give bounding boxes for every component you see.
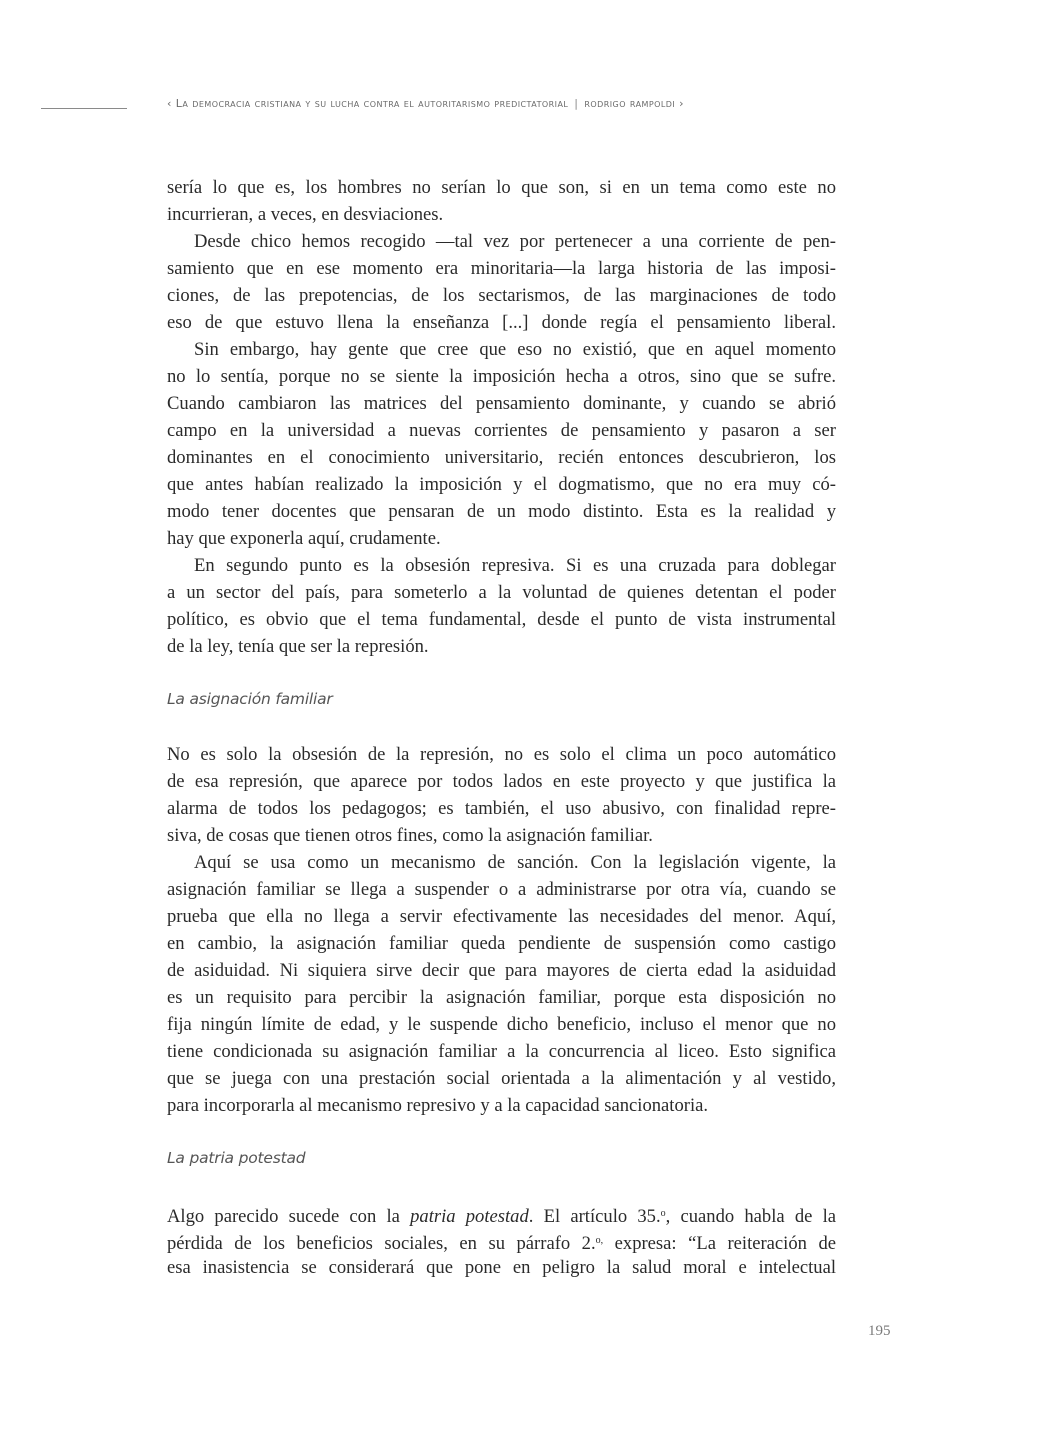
text-run: . El artículo 35. xyxy=(528,1206,661,1227)
text-line: incurrieran, a veces, en desviaciones. xyxy=(167,204,444,225)
running-header-title: ‹ La democracia cristiana y su lucha contra el autoritarismo predictatorial xyxy=(167,97,569,110)
text-run: expresa: “La reiteración de xyxy=(603,1233,836,1254)
text-line xyxy=(167,1227,836,1254)
text-line: político, es obvio que el tema fundamental, desde el punto de vista instrumental xyxy=(167,609,836,630)
text-line: de asiduidad. Ni siquiera sirve decir que para mayores de cierta edad la asiduidad xyxy=(167,960,836,981)
text-line: fija ningún límite de edad, y le suspende dicho beneficio, incluso el menor que no xyxy=(167,1014,836,1035)
running-header xyxy=(167,97,847,110)
text-line: es un requisito para percibir la asignación familiar, porque esta disposición no xyxy=(167,987,836,1008)
text-line: dominantes en el conocimiento universitario, recién entonces descubrieron, los xyxy=(167,447,836,468)
text-line: a un sector del país, para someterlo a la voluntad de quienes detentan el poder xyxy=(167,582,836,603)
text-line: que se juega con una prestación social orientada a la alimentación y al vestido, xyxy=(167,1068,836,1089)
text-line xyxy=(167,1200,836,1227)
text-line: Aquí se usa como un mecanismo de sanción. Con la legislación vigente, la xyxy=(194,852,836,873)
running-header-separator: | xyxy=(574,97,579,110)
text-line: en cambio, la asignación familiar queda pendiente de suspensión como castigo xyxy=(167,933,836,954)
text-line: sería lo que es, los hombres no serían lo que son, si en un tema como este no xyxy=(167,177,836,198)
running-header-author: rodrigo rampoldi › xyxy=(584,97,684,110)
text-line: modo tener docentes que pensaran de un modo distinto. Esta es la realidad y xyxy=(167,501,836,522)
emphasis: patria potestad xyxy=(410,1206,529,1227)
text-line: para incorporarla al mecanismo represivo y a la capacidad sancionatoria. xyxy=(167,1095,709,1116)
text-line: prueba que ella no llega a servir efectivamente las necesidades del menor. Aquí, xyxy=(167,906,836,927)
text-line: eso de que estuvo llena la enseñanza [...] donde regía el pensamiento liberal. xyxy=(167,312,836,333)
text-line: siva, de cosas que tienen otros fines, como la asignación familiar. xyxy=(167,825,653,846)
text-line: no lo sentía, porque no se siente la imposición hecha a otros, sino que se sufre. xyxy=(167,366,836,387)
text-line: samiento que en ese momento era minoritaria—la larga historia de las imposi- xyxy=(167,258,836,279)
text-line: tiene condicionada su asignación familiar a la concurrencia al liceo. Esto significa xyxy=(167,1041,836,1062)
text-run: pérdida de los beneficios sociales, en su párrafo 2. xyxy=(167,1233,596,1254)
text-line: Cuando cambiaron las matrices del pensamiento dominante, y cuando se abrió xyxy=(167,393,836,414)
text-line: que antes habían realizado la imposición y el dogmatismo, que no era muy có- xyxy=(167,474,836,495)
section-heading: La asignación familiar xyxy=(167,690,333,708)
header-rule xyxy=(41,108,127,109)
ordinal-marker: o xyxy=(660,1208,666,1219)
text-line: alarma de todos los pedagogos; es también, el uso abusivo, con finalidad repre- xyxy=(167,798,836,819)
section-heading: La patria potestad xyxy=(167,1149,306,1167)
text-line: No es solo la obsesión de la represión, no es solo el clima un poco automático xyxy=(167,744,836,765)
text-line: Desde chico hemos recogido —tal vez por pertenecer a una corriente de pen- xyxy=(194,231,836,252)
text-line: de la ley, tenía que ser la represión. xyxy=(167,636,429,657)
text-line: esa inasistencia se considerará que pone en peligro la salud moral e intelectual xyxy=(167,1257,836,1278)
text-line: campo en la universidad a nuevas corrientes de pensamiento y pasaron a ser xyxy=(167,420,836,441)
ordinal-marker: o, xyxy=(595,1235,604,1246)
text-line: En segundo punto es la obsesión represiva. Si es una cruzada para doblegar xyxy=(194,555,836,576)
text-line: de esa represión, que aparece por todos lados en este proyecto y que justifica la xyxy=(167,771,836,792)
text-line: ciones, de las prepotencias, de los sectarismos, de las marginaciones de todo xyxy=(167,285,836,306)
text-line: hay que exponerla aquí, crudamente. xyxy=(167,528,441,549)
text-line: Sin embargo, hay gente que cree que eso no existió, que en aquel momento xyxy=(194,339,836,360)
page-number: 195 xyxy=(868,1323,891,1339)
text-run: , cuando habla de la xyxy=(665,1206,837,1227)
text-run: Algo parecido sucede con la xyxy=(167,1206,411,1227)
text-line: asignación familiar se llega a suspender o a administrarse por otra vía, cuando se xyxy=(167,879,836,900)
